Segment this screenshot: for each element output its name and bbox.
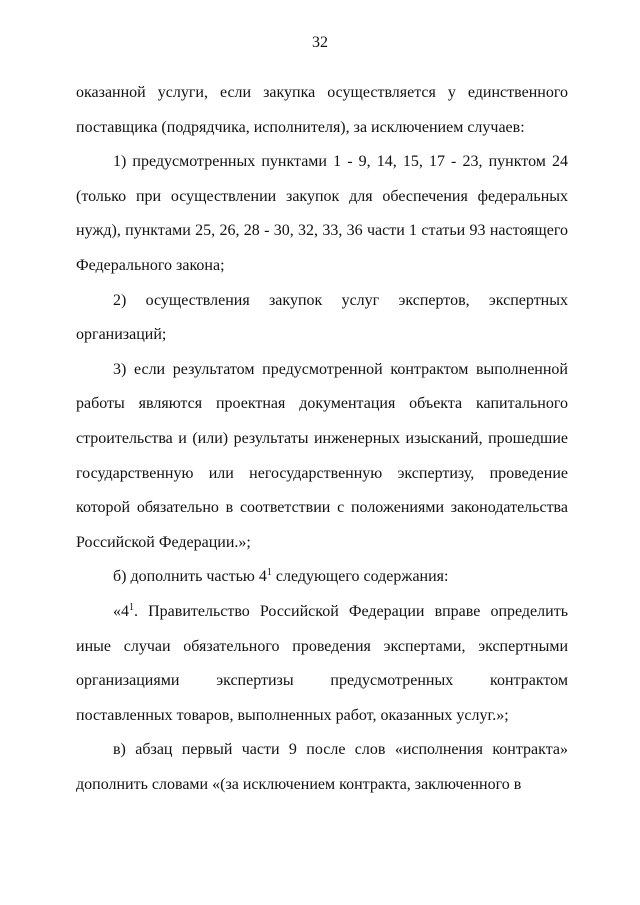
part-4-1-text-start: «4 [113,602,129,620]
amendment-b-text-start: б) дополнить частью 4 [113,568,267,586]
paragraph-amendment-v: в) абзац первый части 9 после слов «исполнения контракта» дополнить словами «(за исключением контракта, заключенного в [76,741,568,793]
document-body [76,76,568,802]
superscript-marker: 1 [266,567,272,579]
paragraph-amendment-b [76,560,568,595]
page-number: 32 [312,34,328,51]
superscript-marker: 1 [129,601,134,613]
amendment-b-text-end: следующего содержания: [271,568,449,586]
part-4-1-text-end: . Правительство Российской Федерации вправе определить иные случаи обязательного проведения экспертами, экспертными организациями экспертизы предусмотренных контрактом поставленных товаров, выполненных работ, оказанных услуг.»; [76,602,568,724]
paragraph-continuation: оказанной услуги, если закупка осуществляется у единственного поставщика (подрядчика, исполнителя), за исключением случаев: [76,84,568,136]
paragraph-item-3: 3) если результатом предусмотренной контрактом выполненной работы являются проектная документация объекта капитального строительства и (или) результаты инженерных изысканий, прошедшие государственную или негосударственную экспертизу, проведение которой обязательно в соответствии с положениями законодательства Российской Федерации.»; [76,360,568,551]
paragraph-item-2: 2) осуществления закупок услуг экспертов, экспертных организаций; [76,291,568,344]
paragraph-item-1: 1) предусмотренных пунктами 1 - 9, 14, 15, 17 - 23, пунктом 24 (только при осуществлении закупок для обеспечения федеральных нужд), пунктами 25, 26, 28 - 30, 32, 33, 36 части 1 статьи 93 настоящего Федерального закона; [76,153,568,274]
paragraph-part-4-1 [76,595,568,733]
